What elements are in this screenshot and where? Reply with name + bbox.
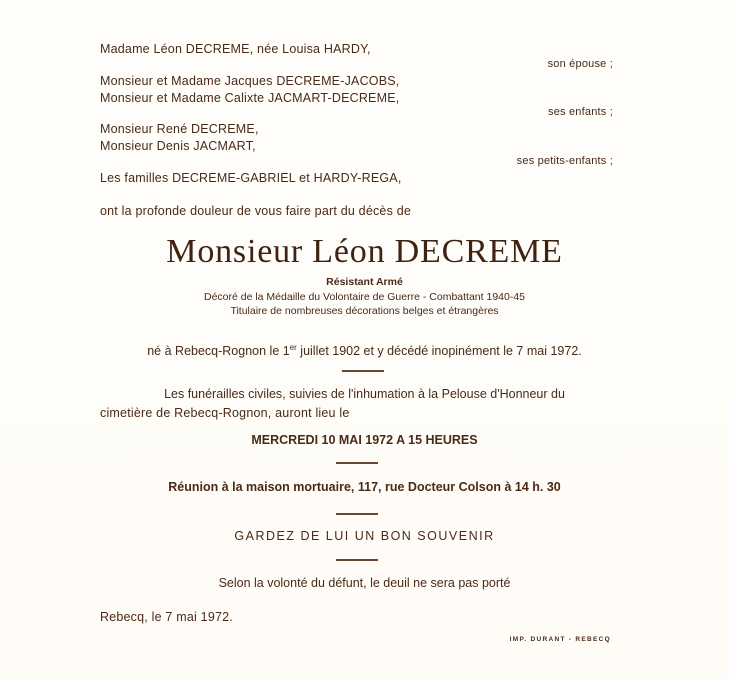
children-role: ses enfants ; — [548, 106, 613, 118]
title-line-2: Décoré de la Médaille du Volontaire de Guerre - Combattant 1940-45 — [203, 291, 526, 303]
spouse-line: Madame Léon DECREME, née Louisa HARDY, — [100, 42, 371, 56]
intro-line: ont la profonde douleur de vous faire part du décès de — [100, 204, 412, 218]
birth-superscript: er — [289, 343, 297, 352]
funeral-date: MERCREDI 10 MAI 1972 A 15 HEURES — [251, 433, 478, 447]
birth-death-line — [0, 340, 729, 359]
meeting-line: Réunion à la maison mortuaire, 117, rue Docteur Colson à 14 h. 30 — [168, 480, 561, 494]
mourning-line: Selon la volonté du défunt, le deuil ne sera pas porté — [218, 576, 511, 590]
birth-suffix: juillet 1902 et y décédé inopinément le 7 mai 1972. — [296, 344, 582, 359]
children-line-2: Monsieur et Madame Calixte JACMART-DECREME, — [100, 91, 400, 105]
separator-3 — [336, 513, 378, 515]
separator-4 — [336, 559, 378, 561]
imprint: IMP. DURANT - REBECQ — [509, 636, 611, 643]
families-line: Les familles DECREME-GABRIEL et HARDY-REGA, — [100, 171, 402, 185]
spouse-role: son épouse ; — [547, 58, 613, 70]
separator-1 — [342, 370, 384, 372]
birth-prefix: né à Rebecq-Rognon le 1 — [147, 344, 290, 359]
title-line-1: Résistant Armé — [326, 276, 403, 288]
grandchildren-line-1: Monsieur René DECREME, — [100, 122, 259, 136]
grandchildren-role: ses petits-enfants ; — [516, 155, 613, 167]
separator-2 — [336, 462, 378, 464]
place-date: Rebecq, le 7 mai 1972. — [100, 610, 233, 624]
children-line-1: Monsieur et Madame Jacques DECREME-JACOBS, — [100, 74, 400, 88]
deceased-name: Monsieur Léon DECREME — [166, 233, 563, 270]
funeral-line-2: cimetière de Rebecq-Rognon, auront lieu le — [100, 406, 350, 420]
title-line-3: Titulaire de nombreuses décorations belges et étrangères — [230, 305, 499, 317]
funeral-line-1: Les funérailles civiles, suivies de l'inhumation à la Pelouse d'Honneur du — [164, 387, 565, 401]
remember-line: GARDEZ DE LUI UN BON SOUVENIR — [234, 529, 495, 543]
grandchildren-line-2: Monsieur Denis JACMART, — [100, 139, 256, 153]
